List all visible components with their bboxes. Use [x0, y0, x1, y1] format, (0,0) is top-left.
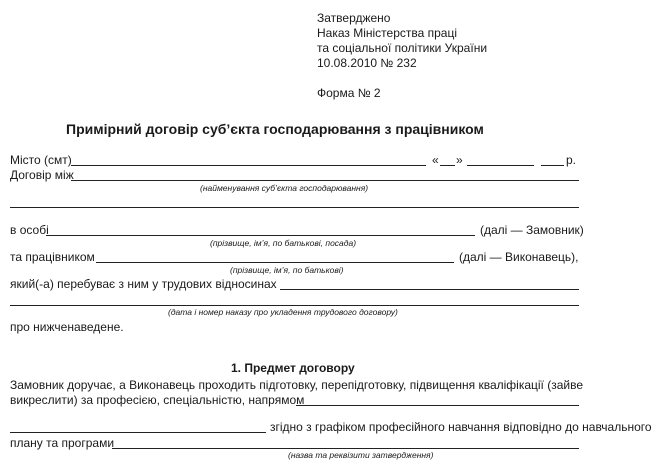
labor-relations-label: який(-а) перебуває з ним у трудових відносинах: [10, 277, 277, 291]
agreed-text: про нижченаведене.: [10, 320, 124, 334]
entity-field-line[interactable]: [71, 180, 579, 181]
approval-line-1: Затверджено: [317, 11, 391, 25]
approval-line-2: Наказ Міністерства праці: [317, 26, 458, 40]
approval-date-number: 10.08.2010 № 232: [317, 56, 417, 70]
person-field-line[interactable]: [46, 235, 475, 236]
city-field-line[interactable]: [71, 165, 426, 166]
person-hint: (прізвище, ім’я, по батькові, посада): [210, 238, 357, 248]
year-field-line[interactable]: [541, 165, 564, 166]
document-title: Примірний договір суб’єкта господарювання з працівником: [66, 121, 484, 137]
month-field-line[interactable]: [467, 165, 534, 166]
plan-hint: (назва та реквізити затвердження): [288, 450, 434, 460]
quote-open: «: [432, 153, 439, 167]
plan-text: згідно з графіком професійного навчання відповідно до навчального: [270, 420, 652, 434]
approval-line-3: та соціальної політики України: [317, 41, 488, 55]
plan-programs-label: плану та програми: [10, 436, 115, 450]
entity-hint: (найменування суб’єкта господарювання): [200, 183, 369, 193]
profession-field-line-2[interactable]: [10, 432, 266, 433]
section-1-paragraph-line-1: Замовник доручає, а Виконавець проходить підготовку, перепідготовку, підвищення кваліфікації (зайве: [10, 378, 584, 392]
section-1-heading: 1. Предмет договору: [231, 361, 355, 375]
profession-field-line[interactable]: [296, 405, 579, 406]
form-number: Форма № 2: [317, 86, 381, 100]
contract-between-label: Договір між: [10, 168, 74, 182]
person-label: в особі: [10, 223, 49, 237]
plan-programs-field-line[interactable]: [112, 448, 579, 449]
city-label: Місто (смт): [10, 153, 72, 167]
customer-suffix: (далі — Замовник): [480, 223, 584, 237]
order-field-line[interactable]: [10, 305, 579, 306]
employee-hint: (прізвище, ім’я, по батькові): [230, 265, 344, 275]
day-field-line[interactable]: [440, 165, 455, 166]
year-suffix: р.: [566, 153, 577, 167]
entity-field-line-2[interactable]: [10, 207, 579, 208]
employee-field-line[interactable]: [96, 262, 454, 263]
section-1-paragraph-line-2: викреслити) за професією, спеціальністю, напрямом: [10, 393, 305, 407]
executor-suffix: (далі — Виконавець),: [459, 250, 579, 264]
quote-close: »: [456, 153, 463, 167]
labor-relations-field-line[interactable]: [280, 289, 579, 290]
employee-label: та працівником: [10, 250, 95, 264]
order-hint: (дата і номер наказу про укладення трудового договору): [168, 307, 398, 317]
